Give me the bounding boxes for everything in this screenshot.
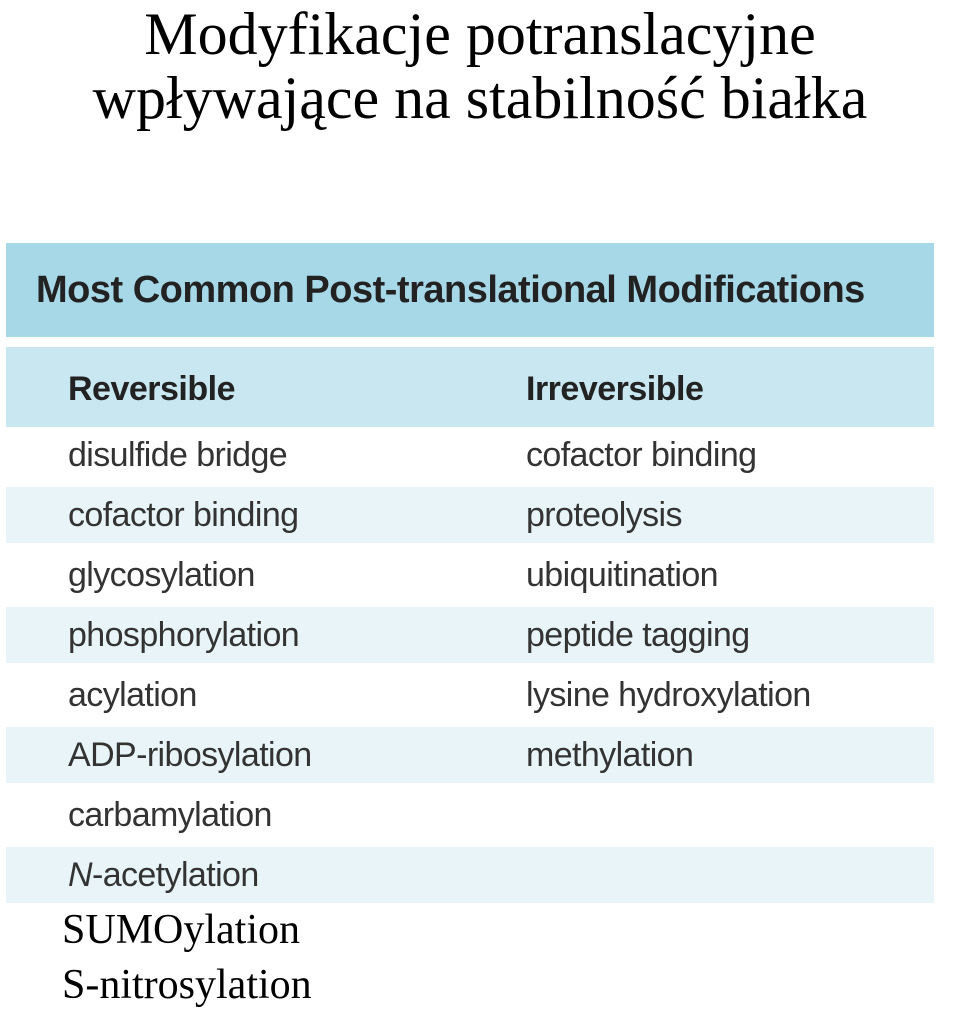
reversible-cell: cofactor binding [68,496,299,534]
slide-title-line-1: Modyfikacje potranslacyjne [144,1,816,67]
reversible-cell [68,855,259,895]
slide-title [0,0,960,130]
column-header-row [6,347,934,427]
extra-item-s-nitrosylation: S-nitrosylation [62,962,312,1008]
table-row [6,847,934,903]
irreversible-cell: lysine hydroxylation [526,676,811,714]
irreversible-cell: cofactor binding [526,436,757,474]
extra-item-sumoylation: SUMOylation [62,907,301,953]
reversible-cell: phosphorylation [68,616,300,654]
reversible-cell: acylation [68,676,197,714]
irreversible-cell: ubiquitination [526,556,718,594]
reversible-cell: carbamylation [68,796,272,834]
irreversible-cell: peptide tagging [526,616,750,654]
reversible-cell-text: -acetylation [91,856,259,894]
table-row [6,787,934,843]
irreversible-cell: methylation [526,736,694,774]
irreversible-cell: proteolysis [526,496,682,534]
slide-title-line-2: wpływające na stabilność białka [92,65,868,131]
italic-prefix: N [68,856,92,894]
ptm-table [6,243,934,905]
column-header-irreversible: Irreversible [526,370,704,408]
reversible-cell: glycosylation [68,556,255,594]
column-header-reversible: Reversible [68,370,235,408]
table-row [6,667,934,723]
table-row [6,487,934,543]
reversible-cell: ADP-ribosylation [68,736,312,774]
table-row [6,607,934,663]
table-row [6,427,934,483]
table-row [6,547,934,603]
table-title: Most Common Post-translational Modifications [36,269,865,311]
table-row [6,727,934,783]
table-header-band [6,243,934,337]
reversible-cell: disulfide bridge [68,436,288,474]
